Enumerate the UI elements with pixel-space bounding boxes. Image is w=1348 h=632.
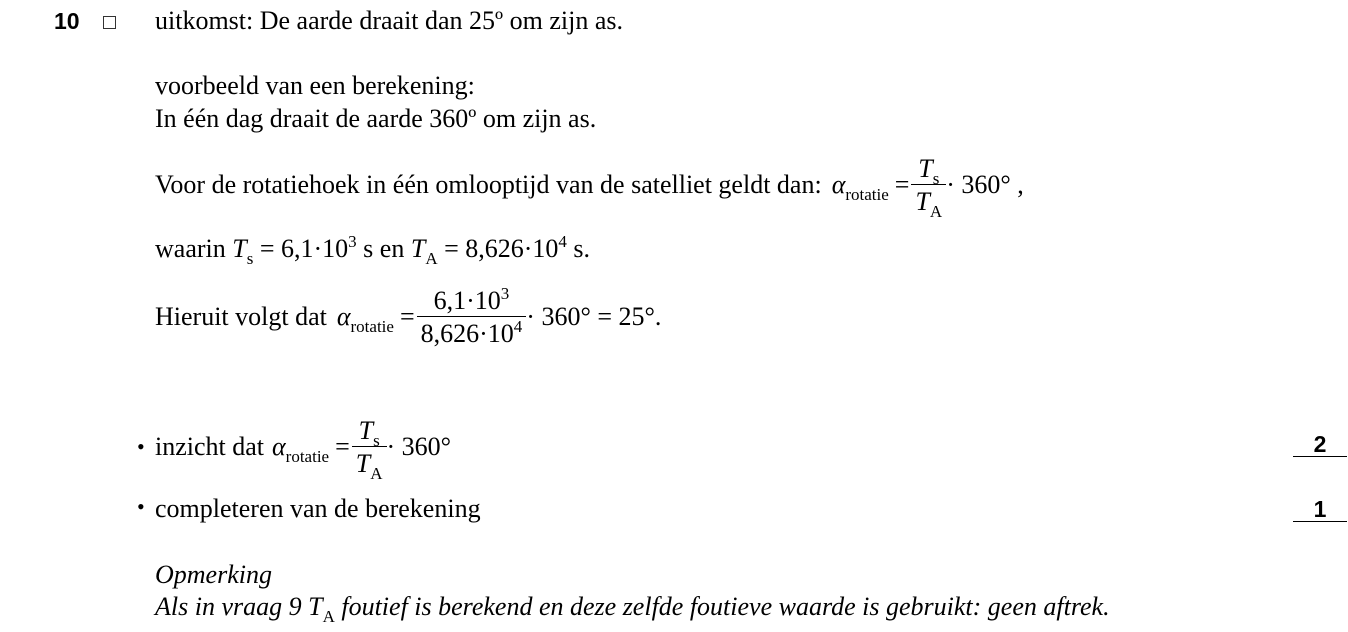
example-line-3 <box>155 232 591 268</box>
numerator-base: 6,1·10 <box>433 285 501 315</box>
answer-checkbox[interactable] <box>103 16 116 29</box>
alpha-symbol-2: α <box>336 302 351 331</box>
numeric-fraction <box>417 283 527 349</box>
example-line-2: Voor de rotatiehoek in één omlooptijd van de satelliet geldt dan: $\alpha_{rotatie}$ = $\frac{T_s}{T_A}$ · 360° , <box>155 153 1024 221</box>
criterion-2 <box>137 496 481 522</box>
example-line-1: In één dag draait de aarde 360º om zijn as. <box>155 104 597 133</box>
ts-symbol: T <box>918 153 933 183</box>
criterion-1-text: inzicht dat <box>155 432 265 461</box>
alpha-symbol: α <box>831 170 846 199</box>
rotatie-subscript-3: rotatie <box>285 447 330 466</box>
ts-symbol-2: T <box>232 234 247 263</box>
remark-title: Opmerking <box>155 560 272 589</box>
bullet-2: • <box>137 494 145 519</box>
points-criterion-2: 1 <box>1313 496 1327 522</box>
ta-symbol-4: T <box>308 592 323 621</box>
ta-subscript-2: A <box>425 249 438 268</box>
ta-symbol-3: T <box>355 448 371 478</box>
points-criterion-1: 2 <box>1313 431 1327 457</box>
criterion-2-text: completeren van de berekening <box>155 494 481 523</box>
ta-subscript-3: A <box>370 463 383 483</box>
times-360-plain: · 360° <box>386 432 452 461</box>
denominator-base: 8,626·10 <box>420 318 514 348</box>
ta-value: = 8,626·10 <box>444 234 559 263</box>
criterion-1: • inzicht dat $\alpha_{rotatie}$ = $\frac{T_s}{T_A}$ · 360° <box>137 415 452 483</box>
ts-subscript-2: s <box>246 249 254 268</box>
ts-value: = 6,1·10 <box>259 234 349 263</box>
bullet-1: • <box>137 434 145 459</box>
criterion-fraction <box>352 415 387 483</box>
alpha-symbol-3: α <box>272 432 286 461</box>
ts-subscript: s <box>932 168 940 188</box>
ta-subscript-4: A <box>322 607 335 626</box>
remark-text-after: foutief is berekend en deze zelfde foutieve waarde is gebruikt: geen aftrek. <box>341 592 1110 621</box>
ts-subscript-3: s <box>373 430 380 450</box>
example-heading: voorbeeld van een berekening: <box>155 71 475 100</box>
ta-unit: s. <box>573 234 591 263</box>
ts-unit: s en <box>363 234 405 263</box>
ta-subscript: A <box>929 201 943 221</box>
times-360: · 360° , <box>946 170 1024 199</box>
points-underline-2 <box>1293 521 1347 522</box>
outcome-text: uitkomst: De aarde draait dan 25º om zijn as. <box>155 6 623 35</box>
numerator-exponent: 3 <box>500 283 510 303</box>
line4-prefix: Hieruit volgt dat <box>155 302 327 331</box>
rotatie-subscript: rotatie <box>845 185 889 204</box>
remark-text <box>155 592 1110 626</box>
example-line-4: Hieruit volgt dat $\alpha_{rotatie}$ = $\frac{6,1\cdot 10^3}{8,626\cdot 10^4}$ · 360° = 25°. <box>155 283 662 348</box>
ta-symbol-2: T <box>410 234 426 263</box>
question-number: 10 <box>54 8 80 34</box>
period-ratio-fraction <box>911 153 946 221</box>
line2-prefix: Voor de rotatiehoek in één omlooptijd van de satelliet geldt dan: <box>155 170 822 199</box>
rotatie-subscript-2: rotatie <box>350 317 394 336</box>
ts-exponent: 3 <box>348 232 357 251</box>
ta-symbol: T <box>915 186 930 216</box>
line3-prefix: waarin <box>155 234 226 263</box>
remark-text-before: Als in vraag 9 <box>155 592 302 621</box>
denominator-exponent: 4 <box>513 316 523 336</box>
ta-exponent: 4 <box>558 232 567 251</box>
points-underline-1 <box>1293 456 1347 457</box>
ts-symbol-3: T <box>358 415 374 445</box>
result-text: · 360° = 25°. <box>526 302 662 331</box>
